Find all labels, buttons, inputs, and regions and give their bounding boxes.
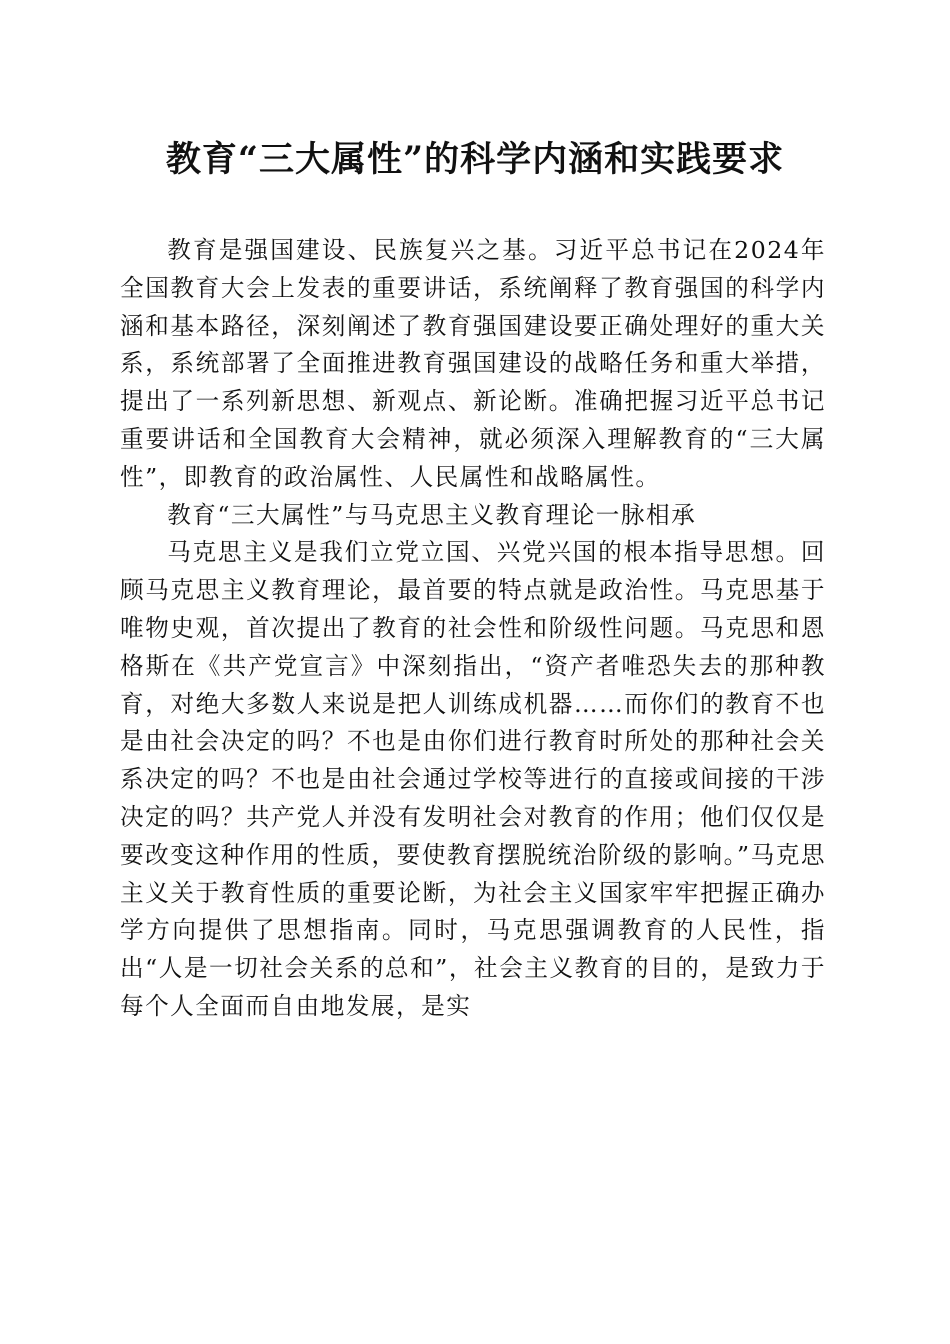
intro-paragraph: 教育是强国建设、民族复兴之基。习近平总书记在2024年全国教育大会上发表的重要讲话，系统阐释了教育强国的科学内涵和基本路径，深刻阐述了教育强国建设要正确处理好的重大关系，系统部署了全面推进教育强国建设的战略任务和重大举措，提出了一系列新思想、新观点、新论断。准确把握习近平总书记重要讲话和全国教育大会精神，就必须深入理解教育的“三大属性”，即教育的政治属性、人民属性和战略属性。 bbox=[120, 236, 826, 491]
document-body bbox=[120, 232, 826, 1026]
section-heading: 教育“三大属性”与马克思主义教育理论一脉相承 bbox=[167, 500, 697, 529]
body-paragraph: 马克思主义是我们立党立国、兴党兴国的根本指导思想。回顾马克思主义教育理论，最首要的特点就是政治性。马克思基于唯物史观，首次提出了教育的社会性和阶级性问题。马克思和恩格斯在《共产党宣言》中深刻指出，“资产者唯恐失去的那种教育，对绝大多数人来说是把人训练成机器……而你们的教育不也是由社会决定的吗？不也是由你们进行教育时所处的那种社会关系决定的吗？不也是由社会通过学校等进行的直接或间接的干涉决定的吗？共产党人并没有发明社会对教育的作用；他们仅仅是要改变这种作用的性质，要使教育摆脱统治阶级的影响。”马克思主义关于教育性质的重要论断，为社会主义国家牢牢把握正确办学方向提供了思想指南。同时，马克思强调教育的人民性，指出“人是一切社会关系的总和”，社会主义教育的目的，是致力于每个人全面而自由地发展，是实 bbox=[120, 538, 826, 1020]
document-title: 教育“三大属性”的科学内涵和实践要求 bbox=[165, 139, 785, 180]
